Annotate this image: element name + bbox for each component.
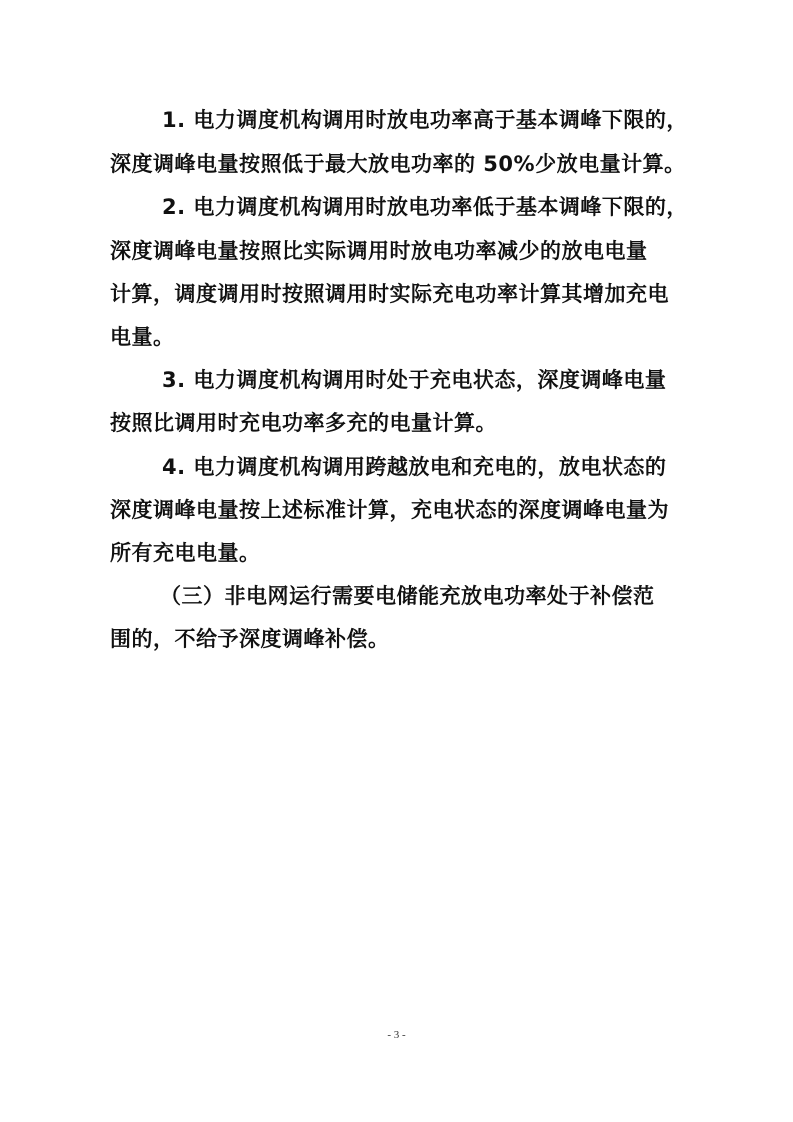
paragraph-1-line-2: 深度调峰电量按照低于最大放电功率的 50%少放电量计算。: [110, 152, 686, 176]
paragraph-2-line-2: 深度调峰电量按照比实际调用时放电功率减少的放电电量: [110, 239, 648, 263]
paragraph-2-line-1: 2. 电力调度机构调用时放电功率低于基本调峰下限的，: [162, 195, 688, 219]
section-3-line-2: 围的，不给予深度调峰补偿。: [110, 627, 390, 651]
section-3-line-1: （三）非电网运行需要电储能充放电功率处于补偿范: [160, 584, 655, 608]
paragraph-4-line-3: 所有充电电量。: [110, 541, 261, 565]
paragraph-4-line-2: 深度调峰电量按上述标准计算，充电状态的深度调峰电量为: [110, 498, 669, 522]
paragraph-4-line-1: 4. 电力调度机构调用跨越放电和充电的，放电状态的: [162, 455, 667, 479]
page-number: - 3 -: [387, 1029, 406, 1041]
paragraph-3-line-1: 3. 电力调度机构调用时处于充电状态，深度调峰电量: [162, 368, 667, 392]
paragraph-2-line-3: 计算，调度调用时按照调用时实际充电功率计算其增加充电: [110, 282, 669, 306]
paragraph-3-line-2: 按照比调用时充电功率多充的电量计算。: [110, 411, 497, 435]
paragraph-2-line-4: 电量。: [110, 325, 175, 349]
paragraph-1-line-1: 1. 电力调度机构调用时放电功率高于基本调峰下限的，: [162, 108, 688, 132]
